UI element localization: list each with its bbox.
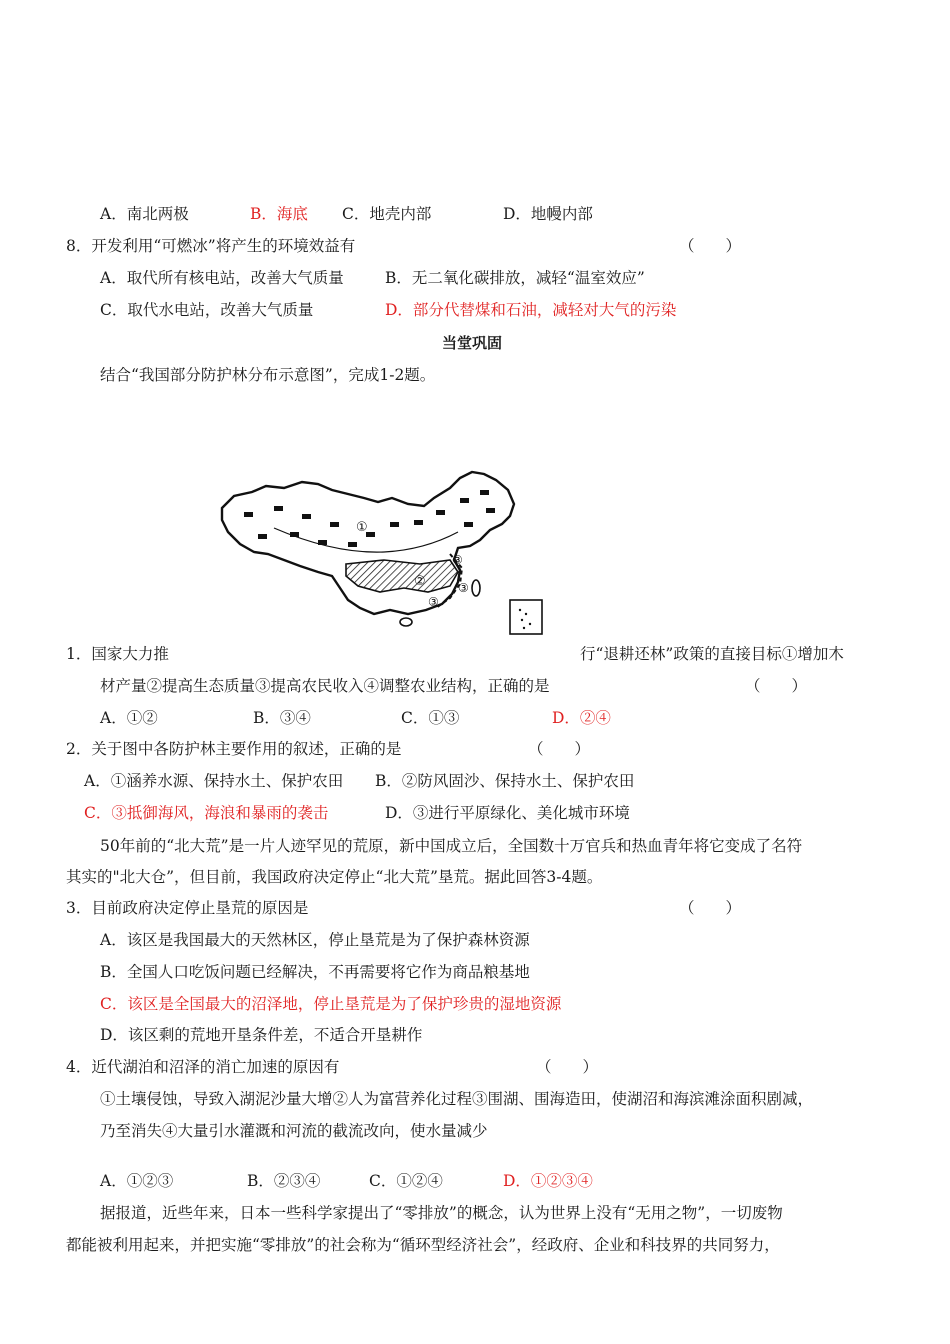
q8-option-a: A．取代所有核电站，改善大气质量 (100, 269, 344, 287)
map-taiwan (472, 580, 480, 596)
intro-q3-q4-line2: 其实的"北大仓”，但目前，我国政府决定停止“北大荒”垦荒。据此回答3-4题。 (66, 868, 603, 886)
q4-body-line2: 乃至消失④大量引水灌溉和河流的截流改向，使水量减少 (100, 1122, 488, 1140)
q3-option-c: C．该区是全国最大的沼泽地，停止垦荒是为了保护珍贵的湿地资源 (100, 995, 562, 1013)
q1-option-a: A．①② (100, 709, 158, 727)
q4-option-a: A．①②③ (100, 1172, 174, 1190)
map-label-1: ① (356, 520, 368, 535)
q8-answer-paren: （ ） (679, 237, 742, 255)
q3-option-b: B．全国人口吃饭问题已经解决，不再需要将它作为商品粮基地 (100, 963, 530, 981)
q1-option-d: D．②④ (552, 709, 611, 727)
map-hainan (400, 618, 412, 626)
q2-option-d: D．③进行平原绿化、美化城市环境 (385, 804, 630, 822)
q1-option-c: C．①③ (401, 709, 460, 727)
map-drawing (214, 468, 558, 638)
q3-stem: 3．目前政府决定停止垦荒的原因是 (66, 899, 309, 917)
q1-option-b: B．③④ (253, 709, 311, 727)
q2-option-a: A．①涵养水源、保持水土、保护农田 (84, 772, 344, 790)
q2-stem: 2．关于图中各防护林主要作用的叙述，正确的是 (66, 740, 402, 758)
q7-option-b: B．海底 (250, 205, 308, 223)
closing-line2: 都能被利用起来，并把实施“零排放”的社会称为“循环型经济社会”，经政府、企业和科技界的共同努力， (66, 1236, 780, 1254)
map-south-sea-inset (510, 600, 542, 634)
q3-option-a: A．该区是我国最大的天然林区，停止垦荒是为了保护森林资源 (100, 931, 530, 949)
q8-stem: 8．开发利用“可燃冰”将产生的环境效益有 (66, 237, 356, 255)
map-label-3b: ③ (458, 581, 469, 595)
china-shelterbelt-map (214, 468, 558, 638)
q1-answer-paren: （ ） (745, 677, 808, 695)
closing-line1: 据报道，近些年来，日本一些科学家提出了“零排放”的概念，认为世界上没有“无用之物”，一切废物 (100, 1204, 783, 1222)
section-title: 当堂巩固 (442, 334, 503, 352)
map-label-3c: ③ (428, 595, 439, 609)
q4-option-d: D．①②③④ (503, 1172, 593, 1190)
q8-option-c: C．取代水电站，改善大气质量 (100, 301, 314, 319)
q4-body-line1: ①土壤侵蚀，导致入湖泥沙量大增②人为富营养化过程③围湖、围海造田，使湖沼和海滨滩涂面积剧减， (100, 1090, 814, 1108)
q7-option-c: C．地壳内部 (342, 205, 432, 223)
q2-option-c: C．③抵御海风，海浪和暴雨的袭击 (84, 804, 329, 822)
map-label-3a: ③ (452, 553, 463, 567)
q8-option-b: B．无二氧化碳排放，减轻“温室效应” (385, 269, 645, 287)
map-outline (222, 472, 514, 614)
q1-stem-left: 1．国家大力推 (66, 645, 169, 663)
q1-stem-cont: 材产量②提高生态质量③提高农民收入④调整农业结构，正确的是 (100, 677, 550, 695)
q4-option-b: B．②③④ (247, 1172, 321, 1190)
q7-option-d: D．地幔内部 (503, 205, 593, 223)
intro-q3-q4-line1: 50年前的“北大荒”是一片人迹罕见的荒原，新中国成立后，全国数十万官兵和热血青年将它变成了名符 (100, 837, 803, 855)
q3-answer-paren: （ ） (679, 899, 742, 917)
q3-option-d: D．该区剩的荒地开垦条件差，不适合开垦耕作 (100, 1026, 423, 1044)
q7-option-a: A．南北两极 (100, 205, 189, 223)
intro-q1-q2: 结合“我国部分防护林分布示意图”，完成1-2题。 (100, 366, 436, 384)
q4-stem: 4．近代湖泊和沼泽的消亡加速的原因有 (66, 1058, 340, 1076)
map-label-2: ② (414, 574, 426, 589)
q2-option-b: B．②防风固沙、保持水土、保护农田 (375, 772, 635, 790)
q2-answer-paren: （ ） (528, 740, 591, 758)
q8-option-d: D．部分代替煤和石油，减轻对大气的污染 (385, 301, 677, 319)
q1-stem-right: 行“退耕还林”政策的直接目标①增加木 (580, 645, 844, 663)
q4-option-c: C．①②④ (369, 1172, 443, 1190)
map-hatched-region (346, 560, 458, 592)
q4-answer-paren: （ ） (536, 1058, 599, 1076)
